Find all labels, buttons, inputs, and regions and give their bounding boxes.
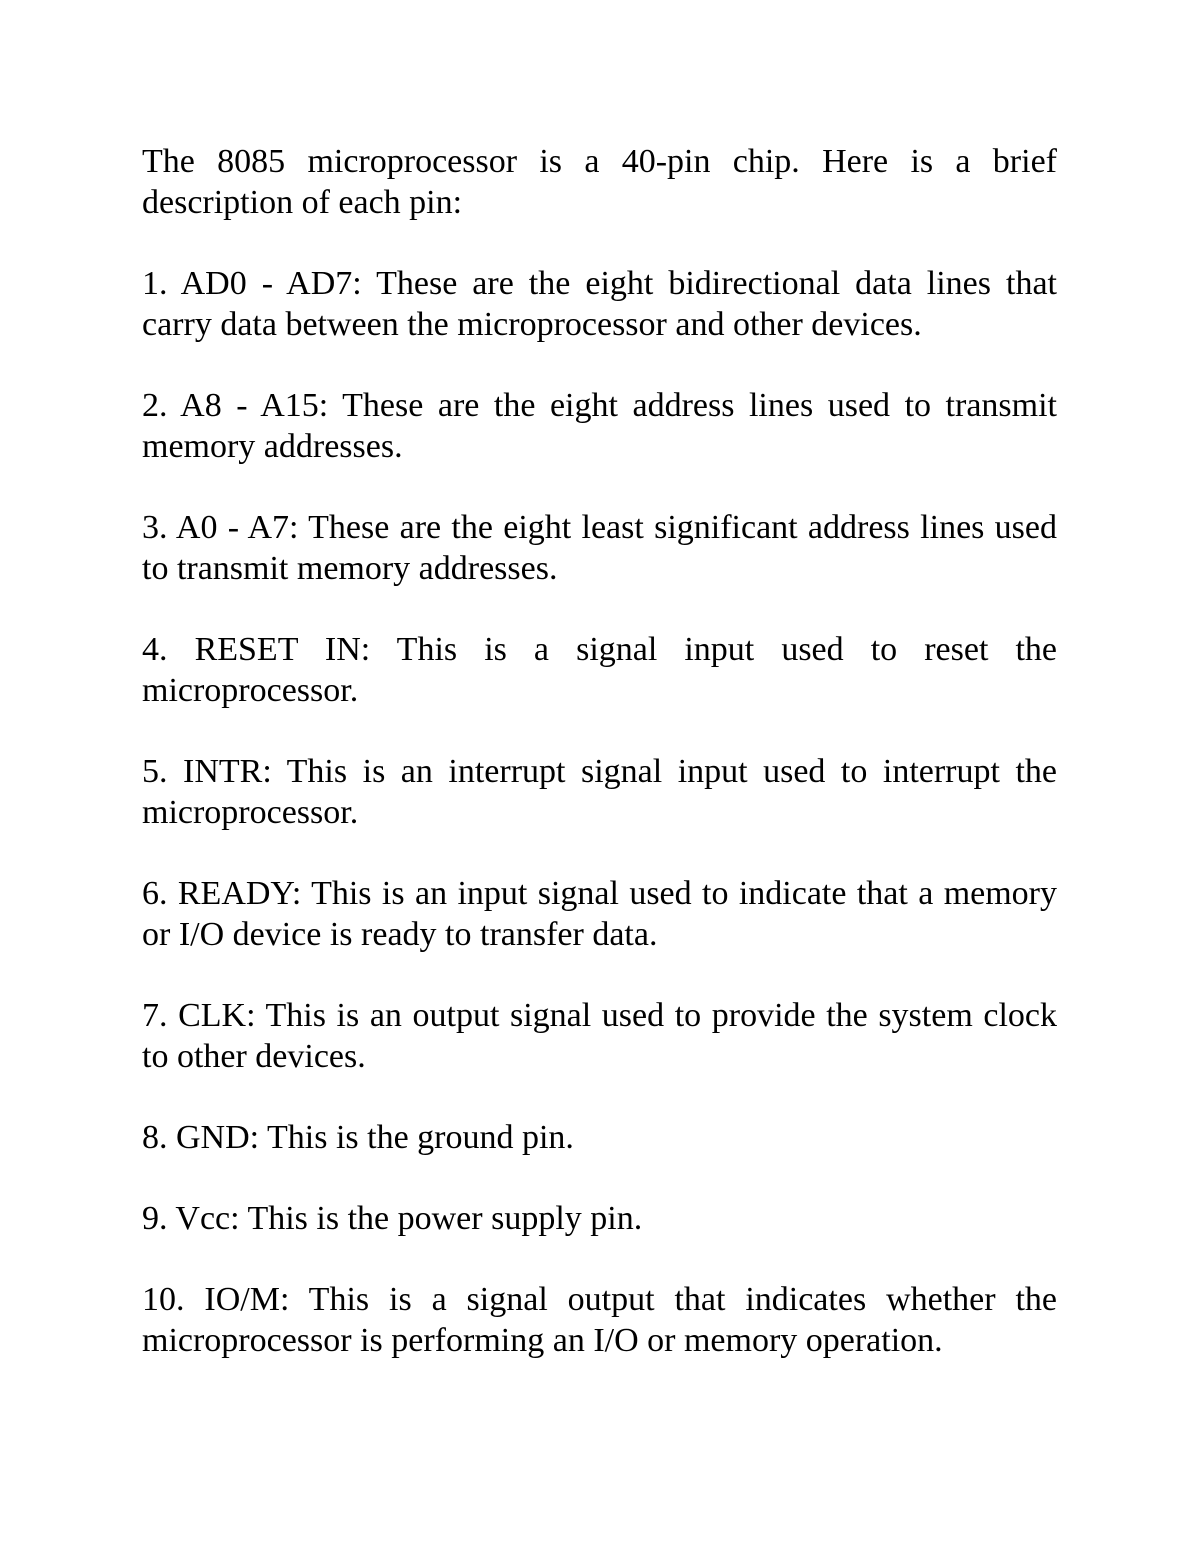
pin-item-4: 4. RESET IN: This is a signal input used to reset the microprocessor. xyxy=(142,631,1057,709)
document-body xyxy=(142,141,1057,1401)
pin-item-9: 9. Vcc: This is the power supply pin. xyxy=(142,1200,643,1237)
intro-paragraph: The 8085 microprocessor is a 40-pin chip. Here is a brief description of each pin: xyxy=(142,143,1057,221)
pin-item-3: 3. A0 - A7: These are the eight least significant address lines used to transmit memory addresses. xyxy=(142,509,1057,587)
pin-item-1: 1. AD0 - AD7: These are the eight bidirectional data lines that carry data between the microprocessor and other devices. xyxy=(142,265,1057,343)
pin-item-8: 8. GND: This is the ground pin. xyxy=(142,1119,574,1156)
pin-item-10: 10. IO/M: This is a signal output that indicates whether the microprocessor is performing an I/O or memory operation. xyxy=(142,1281,1057,1359)
pin-item-5: 5. INTR: This is an interrupt signal input used to interrupt the microprocessor. xyxy=(142,753,1057,831)
pin-item-6: 6. READY: This is an input signal used to indicate that a memory or I/O device is ready to transfer data. xyxy=(142,875,1057,953)
pin-item-7: 7. CLK: This is an output signal used to provide the system clock to other devices. xyxy=(142,997,1057,1075)
pin-item-2: 2. A8 - A15: These are the eight address lines used to transmit memory addresses. xyxy=(142,387,1057,465)
